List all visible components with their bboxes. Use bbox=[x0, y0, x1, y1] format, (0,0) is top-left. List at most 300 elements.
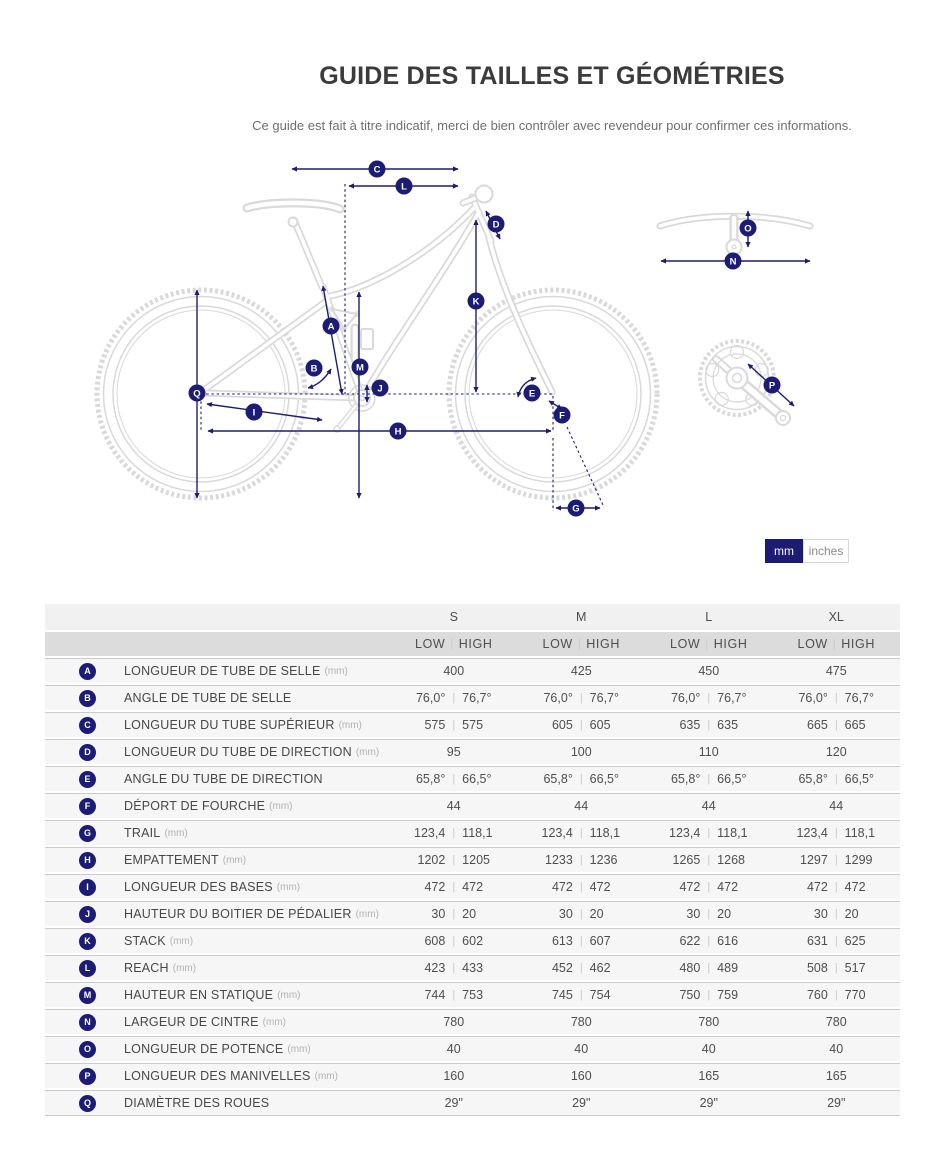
value-cell-m bbox=[518, 988, 646, 1002]
table-row-f bbox=[45, 793, 900, 818]
value-cell-m bbox=[518, 853, 646, 867]
value-low: 745 bbox=[551, 988, 573, 1002]
diagram-badge-m bbox=[352, 359, 369, 376]
value-high: 472 bbox=[717, 880, 739, 894]
value-single: 780 bbox=[570, 1015, 592, 1029]
value-low: 480 bbox=[679, 961, 701, 975]
value-separator: | bbox=[834, 881, 838, 893]
row-label-cell bbox=[45, 663, 390, 680]
row-letter-badge: M bbox=[79, 987, 96, 1004]
value-cell-m bbox=[518, 1096, 646, 1110]
value-low: 472 bbox=[551, 880, 573, 894]
value-separator: | bbox=[452, 881, 456, 893]
low-label: LOW bbox=[542, 637, 573, 651]
value-low: 472 bbox=[424, 880, 446, 894]
row-unit: (mm) bbox=[172, 962, 197, 974]
diagram-badge-g bbox=[568, 500, 585, 517]
value-separator: | bbox=[707, 962, 711, 974]
value-cell-l bbox=[645, 1096, 773, 1110]
value-high: 665 bbox=[844, 718, 866, 732]
diagram-badge-n bbox=[725, 253, 742, 270]
value-high: 472 bbox=[462, 880, 484, 894]
value-high: 118,1 bbox=[589, 826, 621, 840]
value-cell-l bbox=[645, 664, 773, 678]
row-letter-badge: C bbox=[79, 717, 96, 734]
diagram-badge-d bbox=[488, 216, 505, 233]
value-cell-xl bbox=[773, 1069, 901, 1083]
row-label-cell bbox=[45, 852, 390, 869]
value-low: 508 bbox=[806, 961, 828, 975]
value-cell-l bbox=[645, 961, 773, 975]
value-single: 95 bbox=[446, 745, 461, 759]
row-unit: (mm) bbox=[222, 854, 247, 866]
lowhigh-header-m bbox=[518, 637, 646, 651]
value-high: 602 bbox=[462, 934, 484, 948]
value-single: 40 bbox=[701, 1042, 716, 1056]
value-single: 780 bbox=[698, 1015, 720, 1029]
value-single: 40 bbox=[829, 1042, 844, 1056]
size-header-s bbox=[390, 610, 518, 624]
value-cell-s bbox=[390, 934, 518, 948]
svg-text:P: P bbox=[768, 380, 776, 392]
value-low: 65,8° bbox=[415, 772, 446, 786]
row-unit: (mm) bbox=[355, 908, 379, 920]
row-letter-badge: B bbox=[79, 690, 96, 707]
value-single: 44 bbox=[829, 799, 844, 813]
value-separator: | bbox=[834, 773, 838, 785]
value-high: 605 bbox=[589, 718, 611, 732]
value-low: 472 bbox=[679, 880, 701, 894]
table-row-o bbox=[45, 1036, 900, 1061]
value-single: 160 bbox=[443, 1069, 465, 1083]
value-low: 76,0° bbox=[415, 691, 446, 705]
value-high: 20 bbox=[589, 907, 604, 921]
row-label-cell bbox=[45, 879, 390, 896]
value-separator: | bbox=[579, 773, 583, 785]
svg-text:A: A bbox=[327, 321, 335, 333]
value-cell-m bbox=[518, 1069, 646, 1083]
low-label: LOW bbox=[670, 637, 701, 651]
value-high: 635 bbox=[717, 718, 739, 732]
svg-text:M: M bbox=[356, 362, 364, 374]
value-single: 29" bbox=[827, 1096, 846, 1110]
value-high: 118,1 bbox=[462, 826, 493, 840]
diagram-badge-j bbox=[372, 380, 389, 397]
value-cell-m bbox=[518, 772, 646, 786]
row-label-cell bbox=[45, 1041, 390, 1058]
bike-geometry-diagram bbox=[0, 0, 944, 580]
size-header-l bbox=[645, 610, 773, 624]
value-high: 76,7° bbox=[589, 691, 619, 705]
row-letter-badge: P bbox=[79, 1068, 96, 1085]
row-label: LONGUEUR DE POTENCE bbox=[124, 1042, 284, 1056]
value-high: 20 bbox=[462, 907, 477, 921]
value-low: 65,8° bbox=[543, 772, 573, 786]
diagram-badge-q bbox=[189, 385, 206, 402]
value-separator: | bbox=[834, 692, 838, 704]
value-low: 123,4 bbox=[669, 826, 701, 840]
row-label-cell bbox=[45, 798, 390, 815]
row-unit: (mm) bbox=[164, 827, 188, 839]
row-label-cell bbox=[45, 960, 390, 977]
value-separator: | bbox=[452, 962, 456, 974]
value-separator: | bbox=[834, 962, 838, 974]
value-high: 20 bbox=[717, 907, 732, 921]
value-high: 472 bbox=[589, 880, 611, 894]
value-low: 608 bbox=[424, 934, 446, 948]
svg-text:B: B bbox=[310, 363, 318, 375]
row-unit: (mm) bbox=[314, 1070, 338, 1082]
diagram-badge-i bbox=[246, 404, 263, 421]
bike-outline bbox=[97, 186, 810, 499]
value-single: 110 bbox=[698, 745, 719, 759]
value-low: 1265 bbox=[672, 853, 701, 867]
diagram-badge-f bbox=[554, 407, 571, 424]
value-cell-l bbox=[645, 853, 773, 867]
row-unit: (mm) bbox=[277, 989, 301, 1001]
value-low: 30 bbox=[813, 907, 828, 921]
geometry-table bbox=[45, 604, 900, 1116]
table-row-e bbox=[45, 766, 900, 791]
value-single: 40 bbox=[446, 1042, 461, 1056]
value-cell-l bbox=[645, 934, 773, 948]
table-row-l bbox=[45, 955, 900, 980]
page-subtitle: Ce guide est fait à titre indicatif, merci de bien contrôler avec revendeur pour confirmer ces informations. bbox=[252, 118, 852, 133]
value-low: 123,4 bbox=[796, 826, 828, 840]
value-high: 607 bbox=[589, 934, 611, 948]
value-separator: | bbox=[834, 989, 838, 1001]
row-label-cell bbox=[45, 906, 390, 923]
table-row-d bbox=[45, 739, 900, 764]
value-low: 1202 bbox=[417, 853, 446, 867]
value-high: 1299 bbox=[844, 853, 873, 867]
value-cell-s bbox=[390, 664, 518, 678]
table-row-k bbox=[45, 928, 900, 953]
row-label-cell bbox=[45, 1095, 390, 1112]
value-low: 631 bbox=[806, 934, 828, 948]
value-cell-l bbox=[645, 880, 773, 894]
value-low: 1297 bbox=[800, 853, 828, 867]
value-separator: | bbox=[707, 692, 711, 704]
value-separator: | bbox=[579, 935, 583, 947]
value-high: 472 bbox=[844, 880, 866, 894]
value-low: 622 bbox=[679, 934, 701, 948]
value-high: 1236 bbox=[589, 853, 618, 867]
value-high: 76,7° bbox=[844, 691, 874, 705]
value-single: 160 bbox=[570, 1069, 592, 1083]
svg-text:H: H bbox=[394, 426, 402, 438]
svg-text:J: J bbox=[377, 383, 383, 395]
value-cell-l bbox=[645, 799, 773, 813]
row-unit: (mm) bbox=[355, 746, 380, 758]
value-high: 1205 bbox=[462, 853, 490, 867]
value-separator: | bbox=[579, 881, 583, 893]
size-header-xl bbox=[773, 610, 901, 624]
value-separator: | bbox=[579, 989, 583, 1001]
value-cell-l bbox=[645, 907, 773, 921]
value-cell-xl bbox=[773, 1015, 901, 1029]
value-separator: | bbox=[579, 854, 583, 866]
lowhigh-separator: | bbox=[577, 638, 582, 650]
row-label: LARGEUR DE CINTRE bbox=[124, 1015, 259, 1029]
value-cell-xl bbox=[773, 907, 901, 921]
row-letter-badge: O bbox=[79, 1041, 96, 1058]
value-single: 40 bbox=[574, 1042, 589, 1056]
row-letter-badge: A bbox=[79, 663, 96, 680]
diagram-badge-e bbox=[524, 385, 541, 402]
size-label: XL bbox=[828, 610, 844, 624]
value-cell-xl bbox=[773, 745, 901, 759]
value-cell-m bbox=[518, 934, 646, 948]
value-separator: | bbox=[707, 881, 711, 893]
value-cell-xl bbox=[773, 988, 901, 1002]
size-label: M bbox=[576, 610, 587, 624]
value-low: 575 bbox=[424, 718, 446, 732]
diagram-badge-c bbox=[369, 161, 386, 178]
value-high: 66,5° bbox=[462, 772, 492, 786]
value-separator: | bbox=[707, 773, 711, 785]
value-single: 400 bbox=[443, 664, 465, 678]
value-separator: | bbox=[707, 935, 711, 947]
value-high: 20 bbox=[844, 907, 859, 921]
value-low: 423 bbox=[424, 961, 446, 975]
value-high: 575 bbox=[462, 718, 484, 732]
value-single: 165 bbox=[698, 1069, 720, 1083]
value-single: 165 bbox=[825, 1069, 847, 1083]
value-low: 76,0° bbox=[798, 691, 828, 705]
value-cell-s bbox=[390, 1069, 518, 1083]
value-single: 450 bbox=[698, 664, 720, 678]
value-cell-xl bbox=[773, 718, 901, 732]
table-row-b bbox=[45, 685, 900, 710]
table-size-header-row bbox=[45, 604, 900, 630]
value-high: 462 bbox=[589, 961, 611, 975]
svg-text:D: D bbox=[492, 219, 500, 231]
value-cell-s bbox=[390, 1096, 518, 1110]
mm-toggle-button[interactable]: mm bbox=[765, 539, 803, 563]
value-cell-s bbox=[390, 772, 518, 786]
value-cell-m bbox=[518, 826, 646, 840]
value-cell-l bbox=[645, 1042, 773, 1056]
value-single: 44 bbox=[446, 799, 461, 813]
row-letter-badge: F bbox=[79, 798, 96, 815]
value-cell-m bbox=[518, 907, 646, 921]
row-label: REACH bbox=[124, 961, 169, 975]
row-unit: (mm) bbox=[324, 665, 348, 677]
value-cell-l bbox=[645, 691, 773, 705]
row-label: LONGUEUR DES MANIVELLES bbox=[124, 1069, 311, 1083]
value-high: 118,1 bbox=[844, 826, 876, 840]
row-letter-badge: D bbox=[79, 744, 96, 761]
row-label-cell bbox=[45, 744, 390, 761]
value-separator: | bbox=[579, 692, 583, 704]
row-label-cell bbox=[45, 825, 390, 842]
value-separator: | bbox=[579, 719, 583, 731]
value-separator: | bbox=[452, 989, 456, 1001]
svg-text:Q: Q bbox=[193, 388, 201, 400]
value-cell-s bbox=[390, 1015, 518, 1029]
lowhigh-separator: | bbox=[705, 638, 709, 650]
value-high: 76,7° bbox=[462, 691, 492, 705]
row-label: EMPATTEMENT bbox=[124, 853, 219, 867]
value-cell-l bbox=[645, 826, 773, 840]
table-row-g bbox=[45, 820, 900, 845]
row-label: LONGUEUR DE TUBE DE SELLE bbox=[124, 664, 321, 678]
lowhigh-header-l bbox=[645, 637, 773, 651]
value-separator: | bbox=[452, 692, 456, 704]
value-cell-m bbox=[518, 691, 646, 705]
value-cell-xl bbox=[773, 1096, 901, 1110]
high-label: HIGH bbox=[458, 637, 493, 651]
value-cell-s bbox=[390, 745, 518, 759]
value-separator: | bbox=[834, 719, 838, 731]
svg-text:L: L bbox=[401, 181, 407, 193]
value-high: 753 bbox=[462, 988, 484, 1002]
value-high: 66,5° bbox=[844, 772, 874, 786]
row-letter-badge: K bbox=[79, 933, 96, 950]
value-separator: | bbox=[452, 908, 456, 920]
svg-text:I: I bbox=[252, 407, 256, 419]
value-single: 120 bbox=[825, 745, 847, 759]
table-row-p bbox=[45, 1063, 900, 1088]
value-low: 760 bbox=[806, 988, 828, 1002]
svg-text:C: C bbox=[373, 164, 381, 176]
value-low: 65,8° bbox=[798, 772, 828, 786]
row-label: HAUTEUR DU BOITIER DE PÉDALIER bbox=[124, 907, 352, 921]
value-cell-s bbox=[390, 691, 518, 705]
value-separator: | bbox=[707, 989, 711, 1001]
diagram-badge-b bbox=[306, 360, 323, 377]
value-separator: | bbox=[452, 719, 456, 731]
diagram-badge-h bbox=[390, 423, 407, 440]
value-high: 66,5° bbox=[589, 772, 619, 786]
row-letter-badge: H bbox=[79, 852, 96, 869]
value-high: 76,7° bbox=[717, 691, 747, 705]
row-letter-badge: N bbox=[79, 1014, 96, 1031]
value-low: 744 bbox=[424, 988, 446, 1002]
value-high: 625 bbox=[844, 934, 866, 948]
row-label-cell bbox=[45, 987, 390, 1004]
value-single: 780 bbox=[825, 1015, 847, 1029]
value-separator: | bbox=[452, 935, 456, 947]
row-label: STACK bbox=[124, 934, 166, 948]
value-high: 616 bbox=[717, 934, 739, 948]
row-label-cell bbox=[45, 717, 390, 734]
value-separator: | bbox=[452, 773, 456, 785]
value-separator: | bbox=[834, 854, 838, 866]
value-separator: | bbox=[834, 908, 838, 920]
value-cell-xl bbox=[773, 1042, 901, 1056]
table-lowhigh-header-row bbox=[45, 632, 900, 656]
svg-text:O: O bbox=[744, 223, 752, 235]
table-row-q bbox=[45, 1090, 900, 1116]
value-high: 66,5° bbox=[717, 772, 747, 786]
value-high: 759 bbox=[717, 988, 739, 1002]
row-label: DIAMÈTRE DES ROUES bbox=[124, 1096, 270, 1110]
table-row-i bbox=[45, 874, 900, 899]
value-high: 517 bbox=[844, 961, 866, 975]
value-low: 76,0° bbox=[670, 691, 701, 705]
row-unit: (mm) bbox=[169, 935, 194, 947]
value-low: 65,8° bbox=[670, 772, 701, 786]
value-cell-s bbox=[390, 961, 518, 975]
size-label: S bbox=[449, 610, 458, 624]
value-cell-xl bbox=[773, 691, 901, 705]
table-row-h bbox=[45, 847, 900, 872]
value-single: 44 bbox=[701, 799, 716, 813]
diagram-badge-l bbox=[396, 178, 413, 195]
value-low: 1233 bbox=[545, 853, 573, 867]
value-cell-xl bbox=[773, 961, 901, 975]
size-header-m bbox=[518, 610, 646, 624]
value-cell-m bbox=[518, 718, 646, 732]
value-low: 30 bbox=[686, 907, 701, 921]
lowhigh-separator: | bbox=[832, 638, 837, 650]
value-cell-l bbox=[645, 772, 773, 786]
value-separator: | bbox=[834, 827, 838, 839]
svg-text:K: K bbox=[472, 296, 480, 308]
value-low: 123,4 bbox=[541, 826, 573, 840]
value-low: 472 bbox=[806, 880, 828, 894]
row-label-cell bbox=[45, 690, 390, 707]
value-separator: | bbox=[579, 962, 583, 974]
value-low: 452 bbox=[551, 961, 573, 975]
row-label-cell bbox=[45, 1014, 390, 1031]
value-low: 605 bbox=[551, 718, 573, 732]
value-cell-s bbox=[390, 853, 518, 867]
value-separator: | bbox=[707, 908, 711, 920]
value-single: 780 bbox=[443, 1015, 465, 1029]
row-label: LONGUEUR DU TUBE SUPÉRIEUR bbox=[124, 718, 335, 732]
value-cell-s bbox=[390, 880, 518, 894]
low-label: LOW bbox=[415, 637, 446, 651]
page-title: GUIDE DES TAILLES ET GÉOMÉTRIES bbox=[319, 62, 785, 90]
row-letter-badge: L bbox=[79, 960, 96, 977]
value-separator: | bbox=[707, 854, 711, 866]
value-cell-m bbox=[518, 961, 646, 975]
size-label: L bbox=[705, 610, 713, 624]
value-low: 30 bbox=[431, 907, 446, 921]
svg-text:G: G bbox=[572, 503, 580, 515]
value-cell-l bbox=[645, 718, 773, 732]
value-cell-xl bbox=[773, 664, 901, 678]
low-label: LOW bbox=[797, 637, 828, 651]
value-cell-m bbox=[518, 745, 646, 759]
value-cell-l bbox=[645, 1069, 773, 1083]
row-unit: (mm) bbox=[269, 800, 293, 812]
row-letter-badge: E bbox=[79, 771, 96, 788]
value-high: 754 bbox=[589, 988, 611, 1002]
row-label: DÉPORT DE FOURCHE bbox=[124, 799, 266, 813]
value-single: 29" bbox=[572, 1096, 591, 1110]
value-high: 489 bbox=[717, 961, 739, 975]
value-separator: | bbox=[707, 827, 711, 839]
value-single: 29" bbox=[444, 1096, 463, 1110]
diagram-badge-o bbox=[740, 220, 757, 237]
inches-toggle-button[interactable]: inches bbox=[803, 539, 849, 563]
value-cell-m bbox=[518, 1015, 646, 1029]
value-single: 475 bbox=[825, 664, 847, 678]
value-high: 1268 bbox=[717, 853, 745, 867]
value-high: 433 bbox=[462, 961, 484, 975]
value-low: 123,4 bbox=[414, 826, 446, 840]
value-cell-s bbox=[390, 799, 518, 813]
value-cell-s bbox=[390, 988, 518, 1002]
value-cell-xl bbox=[773, 880, 901, 894]
value-cell-l bbox=[645, 988, 773, 1002]
lowhigh-separator: | bbox=[450, 638, 454, 650]
table-row-j bbox=[45, 901, 900, 926]
